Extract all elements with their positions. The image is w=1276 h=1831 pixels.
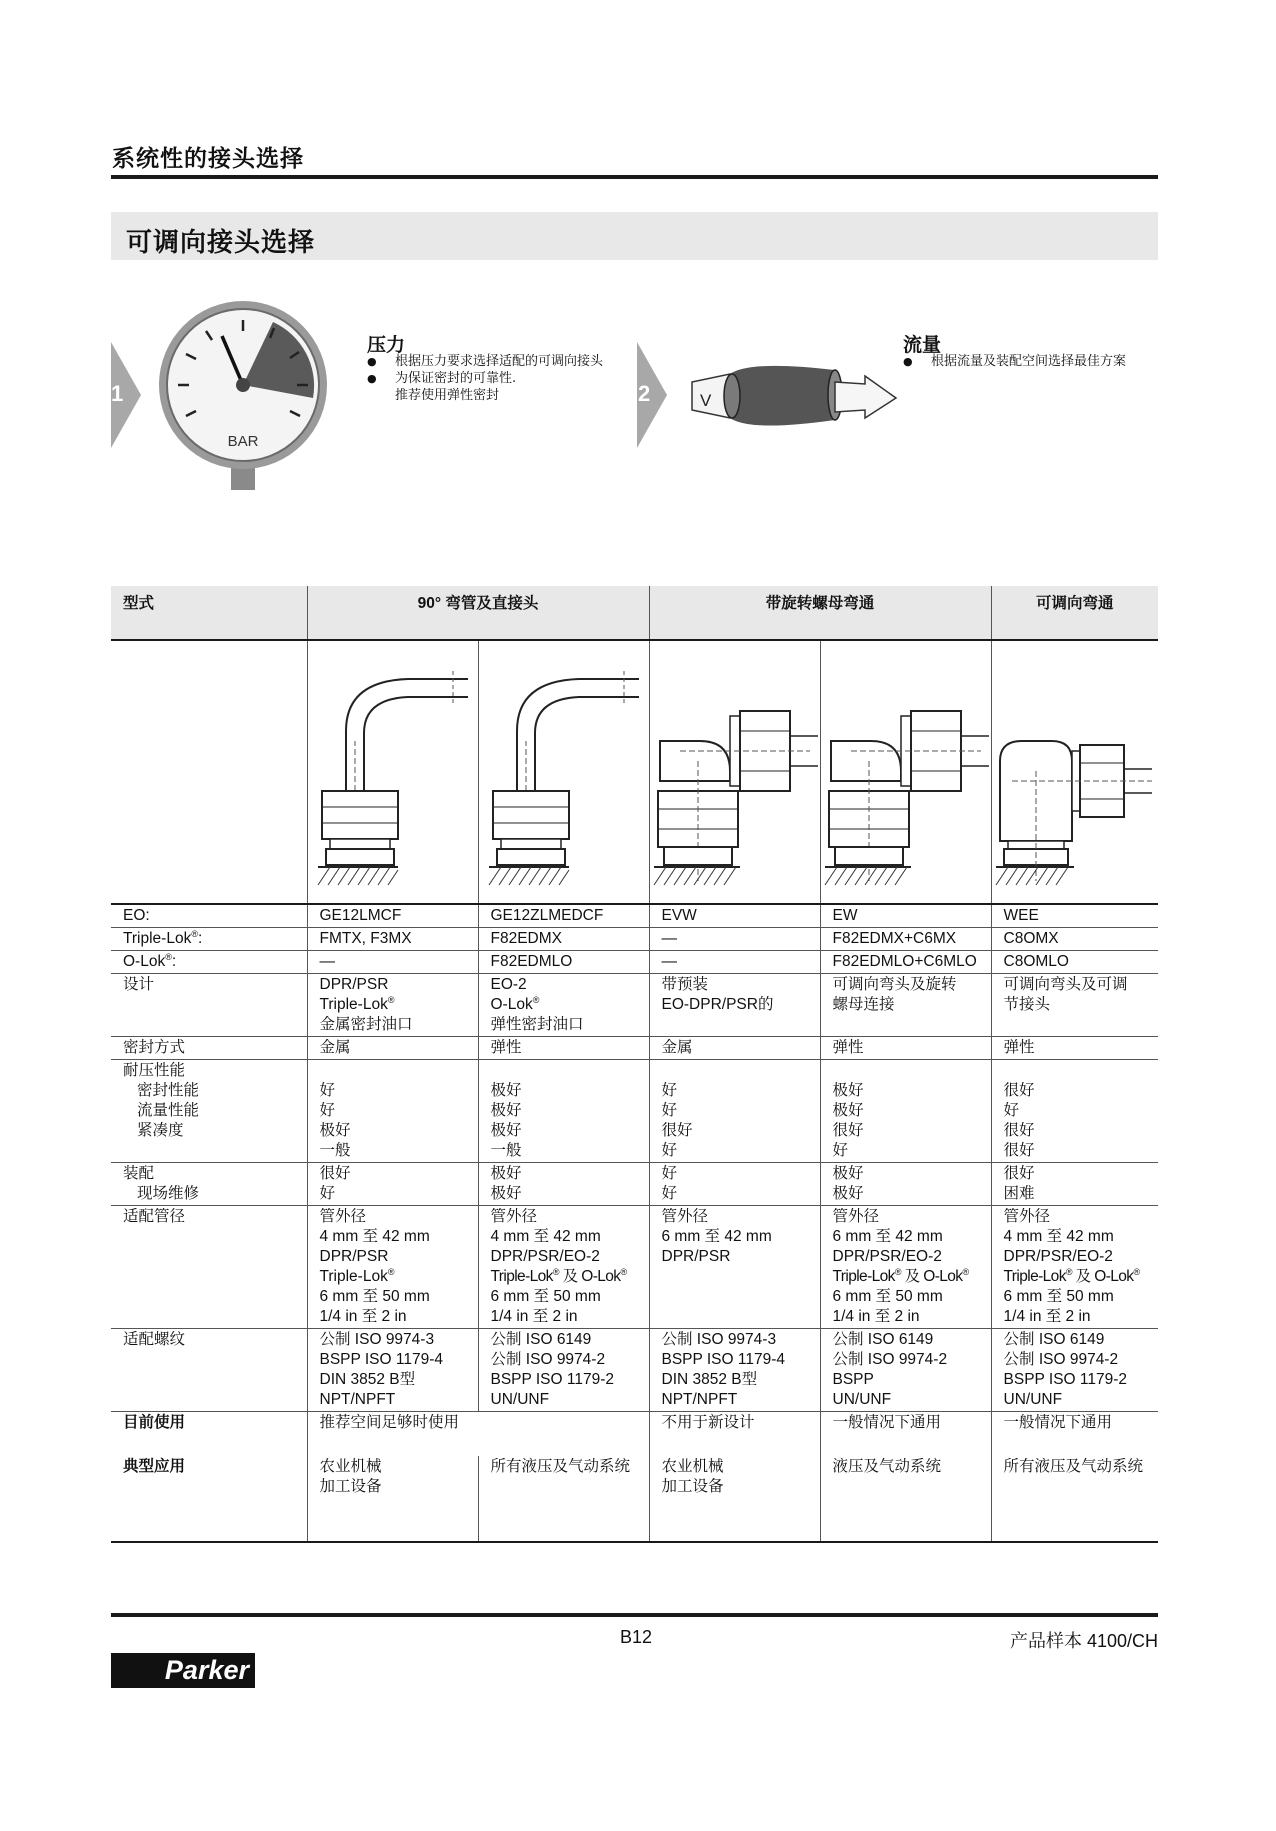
pressure-title: 压力 — [367, 334, 406, 356]
table-cell: 好 好 — [649, 1163, 820, 1206]
table-cell: F82EDMLO — [478, 951, 649, 974]
table-cell: 推荐空间足够时使用 — [307, 1412, 649, 1456]
flow-bullets — [903, 353, 1126, 370]
adjustable-elbow-icon — [992, 641, 1159, 903]
table-row-thread — [111, 1329, 1158, 1412]
table-cell: 弹性 — [820, 1037, 991, 1060]
page-number: B12 — [620, 1627, 653, 1647]
table-cell: DPR/PSR Triple-Lok® 金属密封油口 — [307, 974, 478, 1037]
table-cell: 很好 好 — [307, 1163, 478, 1206]
parker-logo: Parker — [111, 1653, 255, 1688]
table-cell: — — [649, 951, 820, 974]
pressure-bullet-1: 根据压力要求选择适配的可调向接头 — [395, 354, 604, 369]
flow-velocity-label: V — [700, 391, 712, 410]
table-cell: 不用于新设计 — [649, 1412, 820, 1456]
table-cell: 公制 ISO 6149 公制 ISO 9974-2 BSPP UN/UNF — [820, 1329, 991, 1412]
step-2-number: 2 — [638, 381, 651, 406]
table-cell: 极好 极好 — [820, 1163, 991, 1206]
fitting-drawing-cell — [649, 640, 820, 904]
step-1-number: 1 — [111, 381, 124, 406]
flow-bullet-1: 根据流量及装配空间选择最佳方案 — [931, 354, 1127, 369]
header-type: 型式 — [111, 586, 307, 640]
table-cell: 金属 — [649, 1037, 820, 1060]
row-label: EO: — [111, 904, 307, 928]
table-cell: 液压及气动系统 — [820, 1456, 991, 1542]
bent-tube-connector-icon — [479, 641, 650, 903]
row-label: 适配管径 — [111, 1206, 307, 1329]
table-header-row — [111, 586, 1158, 640]
table-cell: 公制 ISO 6149 公制 ISO 9974-2 BSPP ISO 1179-2 UN/UNF — [991, 1329, 1158, 1412]
fitting-drawing-cell — [991, 640, 1158, 904]
fitting-drawing-cell — [478, 640, 649, 904]
table-cell: 一般情况下通用 — [820, 1412, 991, 1456]
list-item — [367, 387, 603, 404]
row-label: 典型应用 — [111, 1456, 307, 1542]
bent-tube-connector-icon — [308, 641, 479, 903]
table-cell: 可调向弯头及旋转 螺母连接 — [820, 974, 991, 1037]
bullet-icon: ● — [367, 372, 377, 385]
flow-title: 流量 — [903, 334, 942, 356]
header-swivel-nut-elbow: 带旋转螺母弯通 — [649, 586, 991, 640]
bullet-icon: ● — [367, 355, 377, 368]
fitting-drawing-cell — [307, 640, 478, 904]
table-row-assembly — [111, 1163, 1158, 1206]
row-label: 适配螺纹 — [111, 1329, 307, 1412]
table-cell: — — [307, 951, 478, 974]
table-cell: 一般情况下通用 — [991, 1412, 1158, 1456]
table-cell: 弹性 — [478, 1037, 649, 1060]
list-item — [367, 353, 603, 370]
header-adjustable-elbow: 可调向弯通 — [991, 586, 1158, 640]
table-cell: F82EDMX — [478, 928, 649, 951]
table-cell: 带预装 EO-DPR/PSR的 — [649, 974, 820, 1037]
table-row-triple-lok — [111, 928, 1158, 951]
swivel-elbow-icon — [821, 641, 992, 903]
table-cell: 公制 ISO 9974-3 BSPP ISO 1179-4 DIN 3852 B型 NPT/NPFT — [649, 1329, 820, 1412]
table-cell: 管外径 6 mm 至 42 mm DPR/PSR — [649, 1206, 820, 1329]
table-row-design — [111, 974, 1158, 1037]
table-cell: C8OMX — [991, 928, 1158, 951]
bullet-icon: ● — [903, 355, 913, 368]
fitting-selection-table — [111, 586, 1158, 1543]
row-label: 耐压性能 密封性能 流量性能 紧凑度 — [111, 1060, 307, 1163]
catalog-number: 产品样本 4100/CH — [1009, 1631, 1158, 1651]
table-cell: 金属 — [307, 1037, 478, 1060]
pressure-bullet-2: 为保证密封的可靠性. — [395, 371, 517, 386]
fitting-drawing-cell — [820, 640, 991, 904]
table-cell: 极好 极好 很好 好 — [820, 1060, 991, 1163]
footer-divider — [111, 1613, 1158, 1617]
table-cell: FMTX, F3MX — [307, 928, 478, 951]
table-cell: GE12ZLMEDCF — [478, 904, 649, 928]
pressure-gauge-icon — [158, 300, 328, 500]
row-label: 密封方式 — [111, 1037, 307, 1060]
drawing-row — [111, 640, 1158, 904]
table-cell: 公制 ISO 6149 公制 ISO 9974-2 BSPP ISO 1179-2 UN/UNF — [478, 1329, 649, 1412]
table-cell: WEE — [991, 904, 1158, 928]
row-label: O-Lok®: — [111, 951, 307, 974]
list-item — [903, 353, 1126, 370]
gauge-unit-label: BAR — [227, 433, 259, 450]
table-row-o-lok — [111, 951, 1158, 974]
flow-pipe-icon — [690, 360, 900, 440]
table-cell: — — [649, 928, 820, 951]
table-cell: 管外径 4 mm 至 42 mm DPR/PSR/EO-2 Triple-Lok® 及 O-Lok® 6 mm 至 50 mm 1/4 in 至 2 in — [478, 1206, 649, 1329]
table-cell: 所有液压及气动系统 — [478, 1456, 649, 1542]
table-row-application — [111, 1456, 1158, 1542]
table-cell: 极好 极好 极好 一般 — [478, 1060, 649, 1163]
table-cell: EO-2 O-Lok® 弹性密封油口 — [478, 974, 649, 1037]
pressure-bullet-2-cont: 推荐使用弹性密封 — [395, 388, 500, 403]
swivel-elbow-icon — [650, 641, 821, 903]
table-cell: 好 好 极好 一般 — [307, 1060, 478, 1163]
table-row-performance — [111, 1060, 1158, 1163]
table-cell: 很好 好 很好 很好 — [991, 1060, 1158, 1163]
page-subtitle: 可调向接头选择 — [126, 228, 316, 258]
table-row-tube-size — [111, 1206, 1158, 1329]
table-cell: 管外径 6 mm 至 42 mm DPR/PSR/EO-2 Triple-Lok® 及 O-Lok® 6 mm 至 50 mm 1/4 in 至 2 in — [820, 1206, 991, 1329]
row-label: 目前使用 — [111, 1412, 307, 1456]
table-cell: EW — [820, 904, 991, 928]
table-cell: 很好 困难 — [991, 1163, 1158, 1206]
table-cell: F82EDMLO+C6MLO — [820, 951, 991, 974]
table-cell: 公制 ISO 9974-3 BSPP ISO 1179-4 DIN 3852 B型 NPT/NPFT — [307, 1329, 478, 1412]
table-cell: 农业机械 加工设备 — [649, 1456, 820, 1542]
row-label: 装配 现场维修 — [111, 1163, 307, 1206]
row-label: Triple-Lok®: — [111, 928, 307, 951]
section-title: 系统性的接头选择 — [112, 146, 304, 172]
section-divider — [111, 175, 1158, 179]
table-cell: 好 好 很好 好 — [649, 1060, 820, 1163]
table-cell: 所有液压及气动系统 — [991, 1456, 1158, 1542]
table-cell: 管外径 4 mm 至 42 mm DPR/PSR Triple-Lok® 6 mm 至 50 mm 1/4 in 至 2 in — [307, 1206, 478, 1329]
table-cell: 管外径 4 mm 至 42 mm DPR/PSR/EO-2 Triple-Lok® 及 O-Lok® 6 mm 至 50 mm 1/4 in 至 2 in — [991, 1206, 1158, 1329]
row-label: 设计 — [111, 974, 307, 1037]
list-item — [367, 370, 603, 387]
table-cell: F82EDMX+C6MX — [820, 928, 991, 951]
table-cell: 弹性 — [991, 1037, 1158, 1060]
table-cell: EVW — [649, 904, 820, 928]
table-cell: 可调向弯头及可调 节接头 — [991, 974, 1158, 1037]
table-row-seal — [111, 1037, 1158, 1060]
table-row-current-use — [111, 1412, 1158, 1456]
table-cell: GE12LMCF — [307, 904, 478, 928]
table-cell: 极好 极好 — [478, 1163, 649, 1206]
pressure-bullets — [367, 353, 603, 404]
table-cell: 农业机械 加工设备 — [307, 1456, 478, 1542]
header-90-elbow-straight: 90° 弯管及直接头 — [307, 586, 649, 640]
table-row-eo — [111, 904, 1158, 928]
table-cell: C8OMLO — [991, 951, 1158, 974]
